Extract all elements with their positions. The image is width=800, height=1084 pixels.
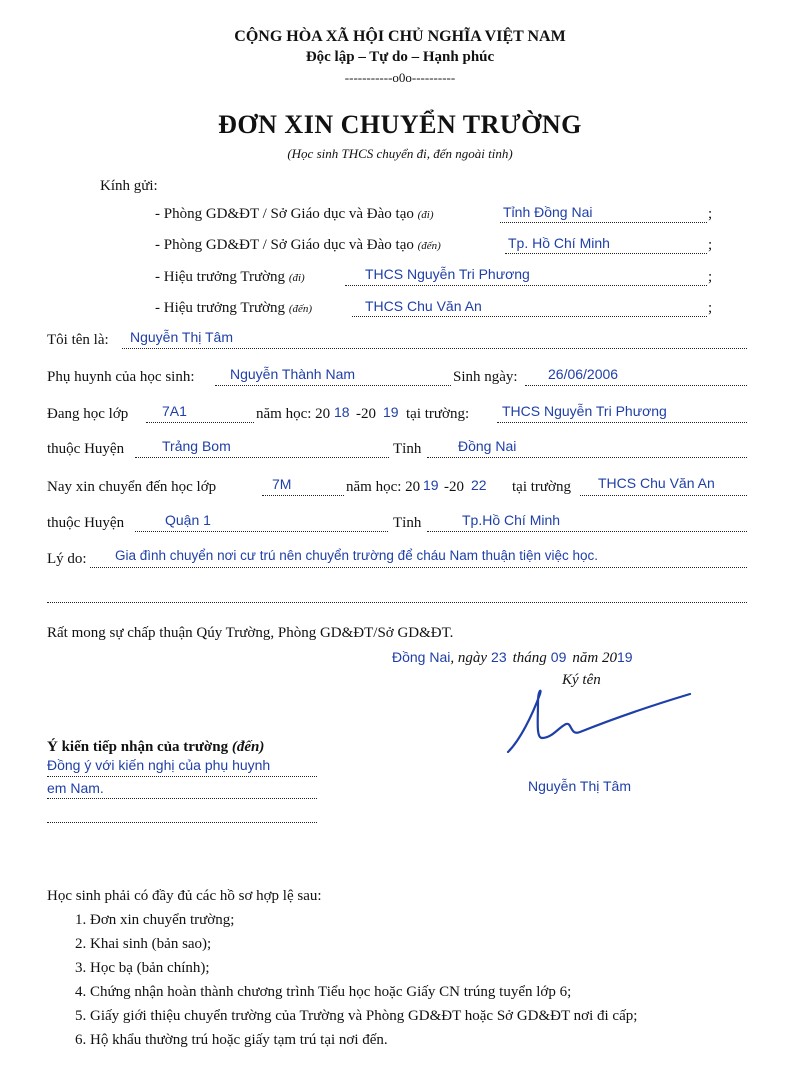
closing-request: Rất mong sự chấp thuận Qúy Trường, Phòng GD&ĐT/Sở GD&ĐT. — [47, 625, 454, 641]
province-label: Tỉnh — [393, 441, 422, 457]
signer-name: Nguyễn Thị Tâm — [528, 778, 631, 794]
recipient-prefix: - Phòng GD&ĐT / Sở Giáo dục và Đào tạo — [155, 206, 414, 222]
transfer-year-label: năm học: 20 — [346, 479, 421, 495]
school-label: tại trường: — [406, 406, 470, 422]
date-year: 19 — [616, 649, 633, 665]
current-province-value: Đồng Nai — [458, 438, 517, 454]
transfer-school-label: tại trường — [512, 479, 571, 495]
transfer-year-start: 19 — [423, 477, 439, 493]
recipient-value: Tỉnh Đồng Nai — [503, 204, 593, 220]
date-year-label: năm 20 — [572, 650, 617, 666]
recipient-qualifier: (đến) — [288, 303, 313, 315]
requirement-item: 3. Học bạ (bản chính); — [75, 960, 210, 976]
date-place: Đồng Nai — [392, 649, 451, 665]
opinion-line-1: Đồng ý với kiến nghị của phụ huynh — [47, 757, 271, 773]
school-year-start: 18 — [334, 404, 350, 420]
greeting: Kính gửi: — [100, 178, 158, 194]
date-month-label: tháng — [512, 650, 547, 666]
school-year-end: 19 — [383, 404, 399, 420]
name-label: Tôi tên là: — [47, 332, 109, 348]
opinion-line-2: em Nam. — [47, 780, 104, 796]
end-mark: ; — [708, 206, 713, 222]
transfer-year-mid: -20 — [444, 479, 464, 495]
recipient-prefix: - Phòng GD&ĐT / Sở Giáo dục và Đào tạo — [155, 237, 414, 253]
new-province-value: Tp.Hồ Chí Minh — [462, 512, 561, 528]
opinion-heading-qualifier: (đến) — [231, 739, 265, 755]
parent-value: Nguyễn Thành Nam — [230, 366, 356, 382]
recipient-value: Tp. Hồ Chí Minh — [508, 235, 610, 251]
dob-label: Sinh ngày: — [453, 369, 518, 385]
recipient-qualifier: (đi) — [288, 272, 305, 284]
requirement-item: 6. Hộ khẩu thường trú hoặc giấy tạm trú tại nơi đến. — [75, 1032, 388, 1048]
parent-label: Phụ huynh của học sinh: — [47, 369, 195, 385]
dob-value: 26/06/2006 — [548, 366, 619, 382]
transfer-class-label: Nay xin chuyển đến học lớp — [47, 479, 217, 495]
requirement-item: 4. Chứng nhận hoàn thành chương trình Tiểu học hoặc Giấy CN trúng tuyển lớp 6; — [75, 984, 572, 1000]
current-class-label: Đang học lớp — [47, 406, 129, 422]
recipient-value: THCS Chu Văn An — [365, 298, 482, 314]
reason-blank-line — [47, 602, 747, 603]
requirements-intro: Học sinh phải có đầy đủ các hồ sơ hợp lệ sau: — [47, 888, 322, 904]
header-divider: -----------o0o---------- — [344, 70, 456, 85]
recipient-qualifier: (đi) — [417, 209, 434, 221]
transfer-school-value: THCS Chu Văn An — [598, 475, 715, 491]
new-province-label: Tỉnh — [393, 515, 422, 531]
recipient-qualifier: (đến) — [417, 240, 441, 252]
date-month: 09 — [550, 649, 567, 665]
reason-label: Lý do: — [47, 551, 87, 567]
requirement-item: 5. Giấy giới thiệu chuyển trường của Trường và Phòng GD&ĐT hoặc Sở GD&ĐT nơi đi cấp; — [75, 1008, 638, 1024]
recipient-prefix: - Hiệu trưởng Trường — [155, 269, 286, 285]
date-day: 23 — [491, 649, 507, 665]
transfer-year-end: 22 — [471, 477, 487, 493]
opinion-heading-text: Ý kiến tiếp nhận của trường — [47, 739, 229, 755]
end-mark: ; — [708, 300, 713, 316]
document-title: ĐƠN XIN CHUYỂN TRƯỜNG — [218, 110, 582, 139]
current-class-value: 7A1 — [162, 403, 187, 419]
school-year-mid: -20 — [356, 406, 376, 422]
opinion-blank-line — [47, 822, 317, 823]
district-label: thuộc Huyện — [47, 441, 125, 457]
end-mark: ; — [708, 269, 713, 285]
signature-mark — [500, 680, 700, 760]
recipient-prefix: - Hiệu trưởng Trường — [155, 300, 286, 316]
end-mark: ; — [708, 237, 713, 253]
reason-value: Gia đình chuyển nơi cư trú nên chuyển trường để cháu Nam thuận tiện việc học. — [115, 548, 599, 563]
date-day-label: , ngày — [450, 650, 488, 666]
recipient-value: THCS Nguyễn Tri Phương — [365, 266, 530, 282]
new-district-value: Quận 1 — [165, 512, 211, 528]
current-school-value: THCS Nguyễn Tri Phương — [502, 403, 667, 419]
school-year-label: năm học: 20 — [256, 406, 331, 422]
sign-label: Ký tên — [562, 672, 601, 688]
requirement-item: 1. Đơn xin chuyển trường; — [75, 912, 235, 928]
opinion-heading — [47, 739, 264, 756]
name-value: Nguyễn Thị Tâm — [130, 329, 233, 345]
new-district-label: thuộc Huyện — [47, 515, 125, 531]
current-district-value: Trảng Bom — [162, 438, 231, 454]
date-line — [392, 649, 633, 667]
requirement-item: 2. Khai sinh (bản sao); — [75, 936, 212, 952]
motto: Độc lập – Tự do – Hạnh phúc — [305, 49, 495, 65]
nation-heading: CỘNG HÒA XÃ HỘI CHỦ NGHĨA VIỆT NAM — [234, 28, 566, 45]
document-subtitle: (Học sinh THCS chuyển đi, đến ngoài tỉnh) — [287, 146, 513, 161]
transfer-class-value: 7M — [272, 476, 292, 492]
